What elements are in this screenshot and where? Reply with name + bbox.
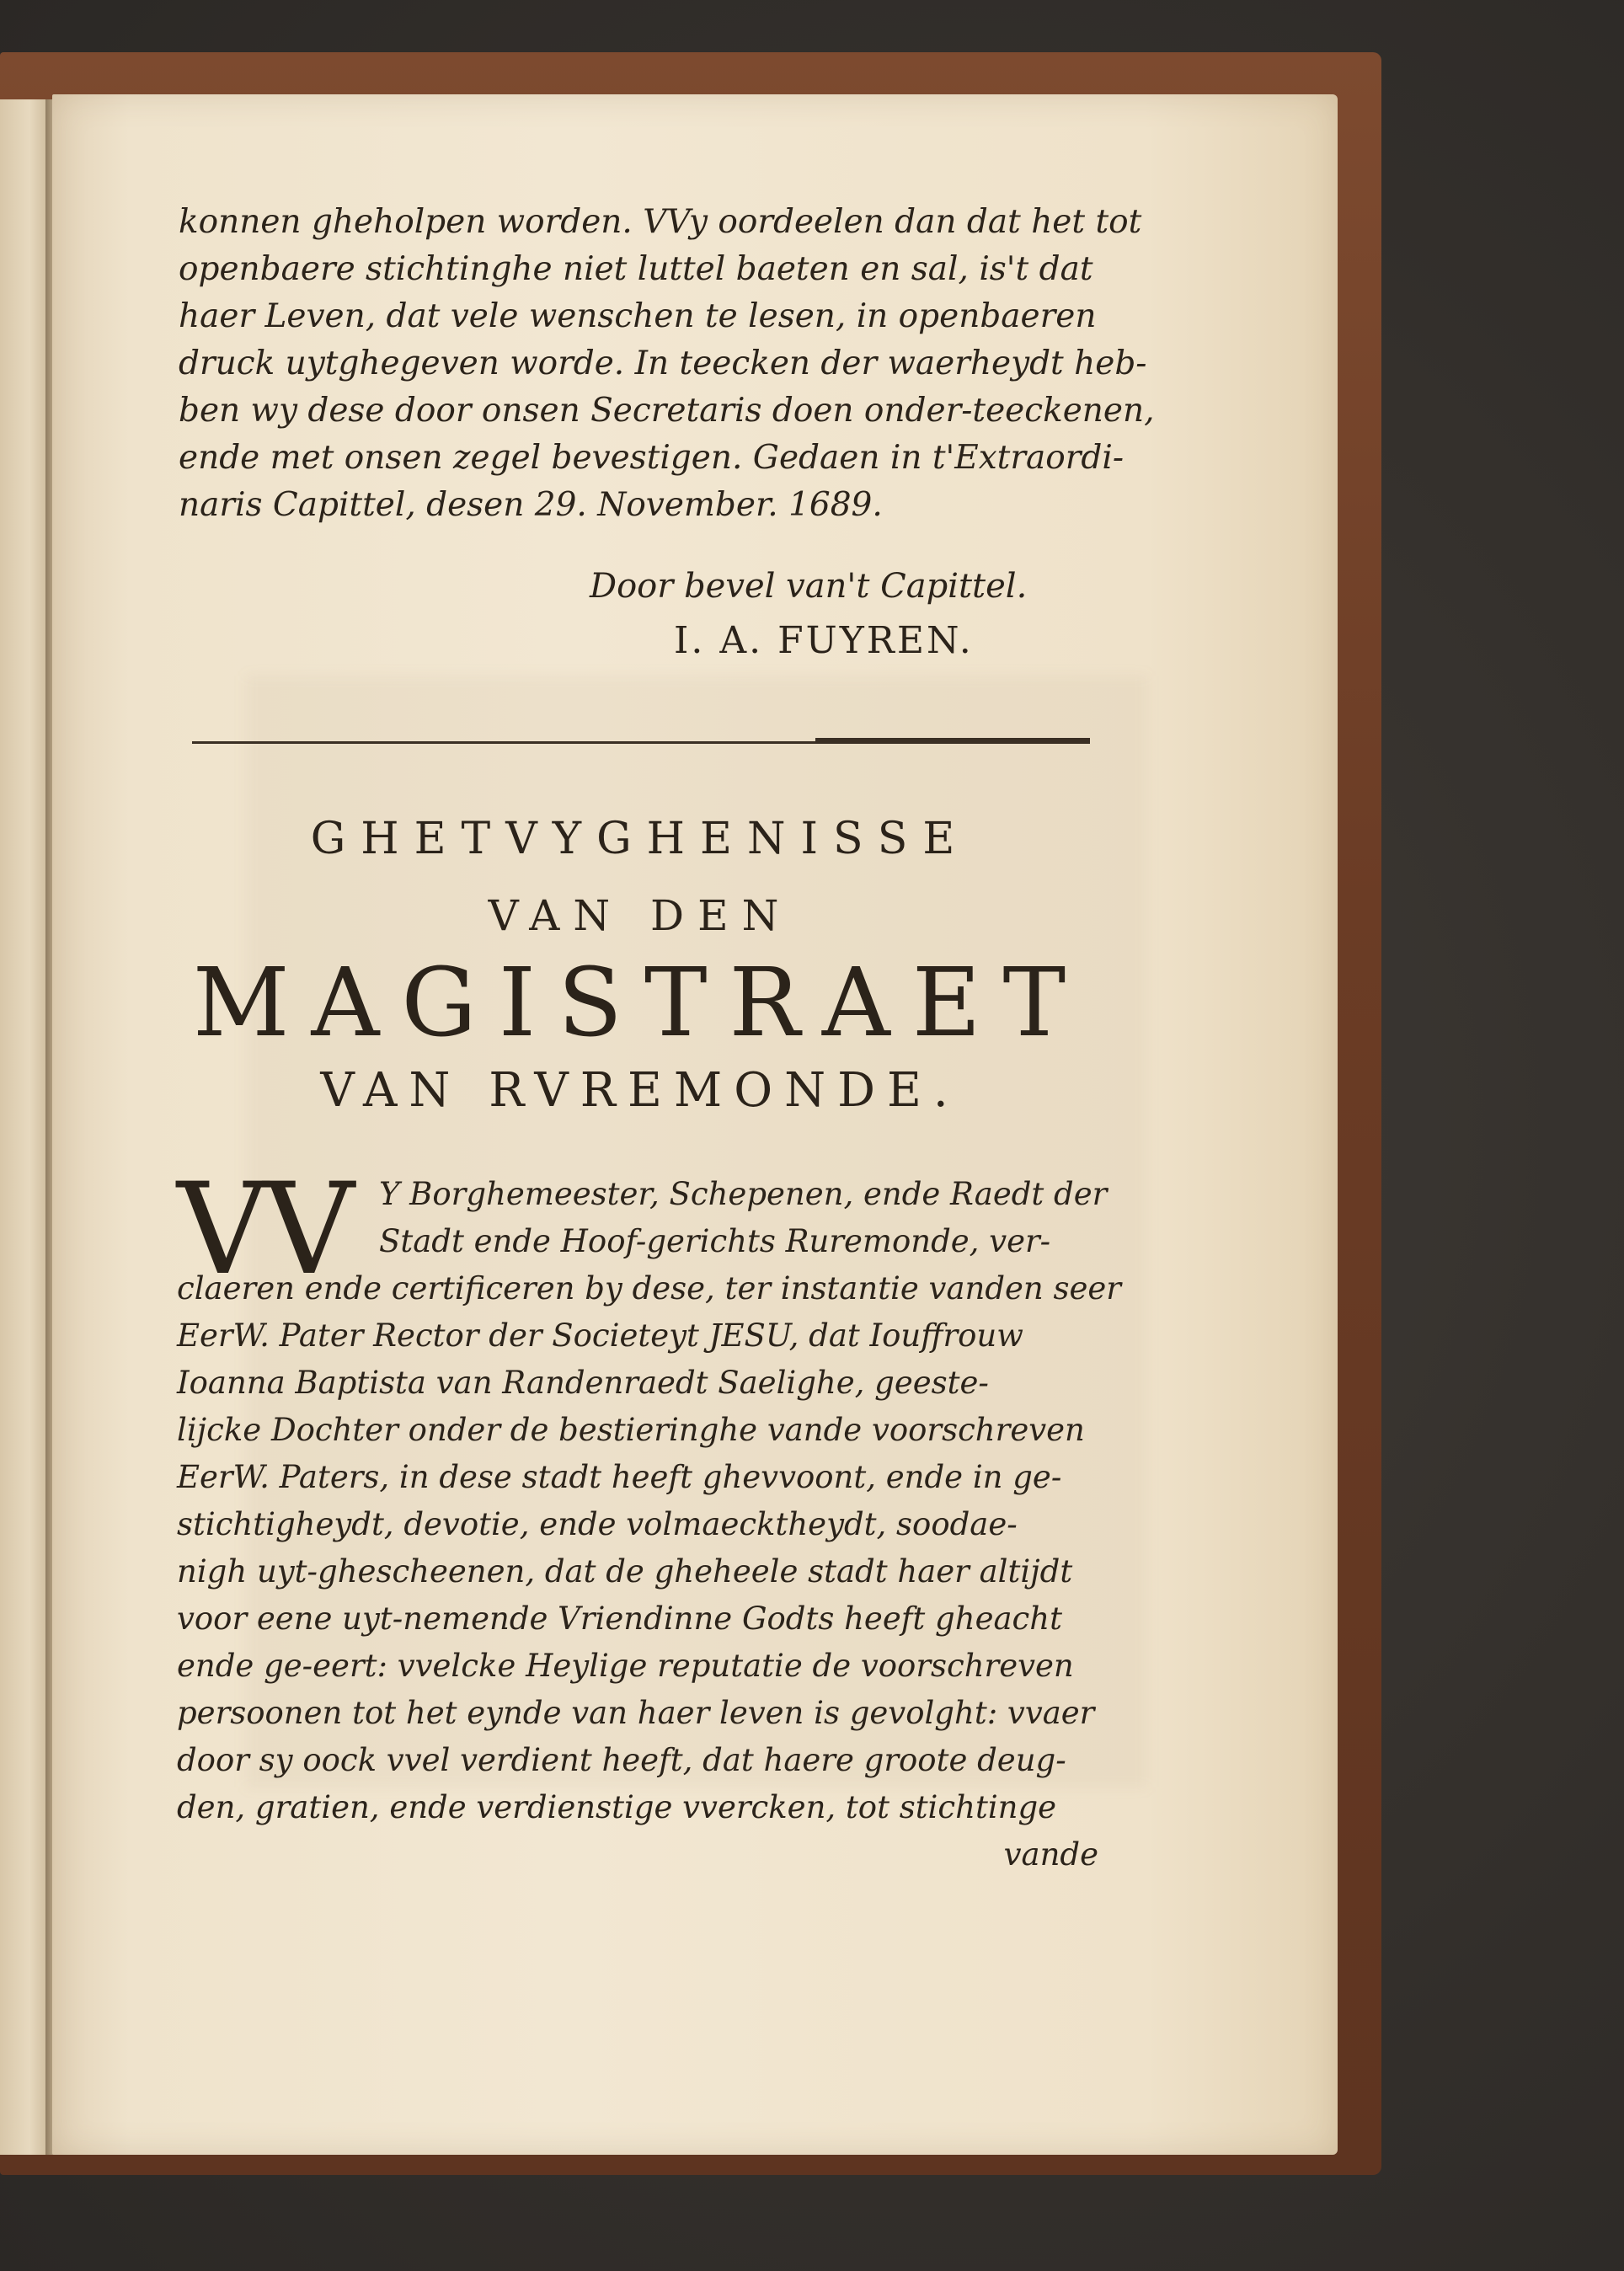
text-line: claeren ende certificeren by dese, ter instantie vanden seer	[177, 1270, 1121, 1306]
heading-line-4: VAN RVREMONDE.	[320, 1063, 960, 1118]
drop-cap: VV	[177, 1157, 350, 1303]
heading-title: MAGISTRAET	[192, 948, 1088, 1058]
text-line: voor eene uyt-nemende Vriendinne Godts heeft gheacht	[177, 1600, 1062, 1637]
text-line: druck uytghegeven worde. In teecken der waerheydt heb-	[179, 345, 1147, 382]
approval-text	[179, 199, 1155, 529]
signature-block	[590, 561, 1112, 671]
text-line: EerW. Pater Rector der Societeyt JESU, dat Iouffrouw	[177, 1317, 1023, 1354]
text-line: ende ge-eert: vvelcke Heylige reputatie de voorschreven	[177, 1648, 1074, 1684]
divider-rule-overlap	[815, 738, 1090, 741]
text-line: haer Leven, dat vele wenschen te lesen, in openbaeren	[179, 297, 1097, 335]
catchword: vande	[1003, 1836, 1098, 1873]
text-line: Stadt ende Hoof-gerichts Ruremonde, ver-	[379, 1223, 1051, 1259]
heading-line-2: VAN DEN	[488, 891, 793, 940]
text-line: nigh uyt-ghescheenen, dat de gheheele stadt haer altijdt	[177, 1553, 1073, 1590]
text-line: lijcke Dochter onder de bestieringhe vande voorschreven	[177, 1412, 1085, 1448]
text-line: persoonen tot het eynde van haer leven is gevolght: vvaer	[177, 1695, 1095, 1731]
signature-authority: Door bevel van't Capittel.	[590, 567, 1028, 606]
text-line: stichtigheydt, devotie, ende volmaecktheydt, soodae-	[177, 1506, 1018, 1542]
text-line: ben wy dese door onsen Secretaris doen onder-teeckenen,	[179, 392, 1155, 430]
testimony-text	[177, 1157, 1121, 1878]
text-line: den, gratien, ende verdienstige vvercken, tot stichtinge	[177, 1789, 1057, 1825]
facing-page-edge	[0, 99, 49, 2155]
text-line: konnen gheholpen worden. VVy oordeelen dan dat het tot	[179, 203, 1142, 241]
text-line: Ioanna Baptista van Randenraedt Saelighe, geeste-	[177, 1365, 989, 1401]
text-line: door sy oock vvel verdient heeft, dat haere groote deug-	[177, 1742, 1066, 1778]
signature-name: I. A. FUYREN.	[674, 619, 974, 662]
divider-rule	[192, 741, 1090, 744]
heading-line-1: GHETVYGHENISSE	[310, 814, 970, 864]
text-line: openbaere stichtinghe niet luttel baeten en sal, is't dat	[179, 250, 1093, 288]
text-line: ende met onsen zegel bevestigen. Gedaen in t'Extraordi-	[179, 439, 1124, 477]
text-line: naris Capittel, desen 29. November. 1689.	[179, 486, 883, 524]
text-line: EerW. Paters, in dese stadt heeft ghevvoont, ende in ge-	[177, 1459, 1062, 1495]
text-line: Y Borghemeester, Schepenen, ende Raedt der	[379, 1176, 1108, 1212]
